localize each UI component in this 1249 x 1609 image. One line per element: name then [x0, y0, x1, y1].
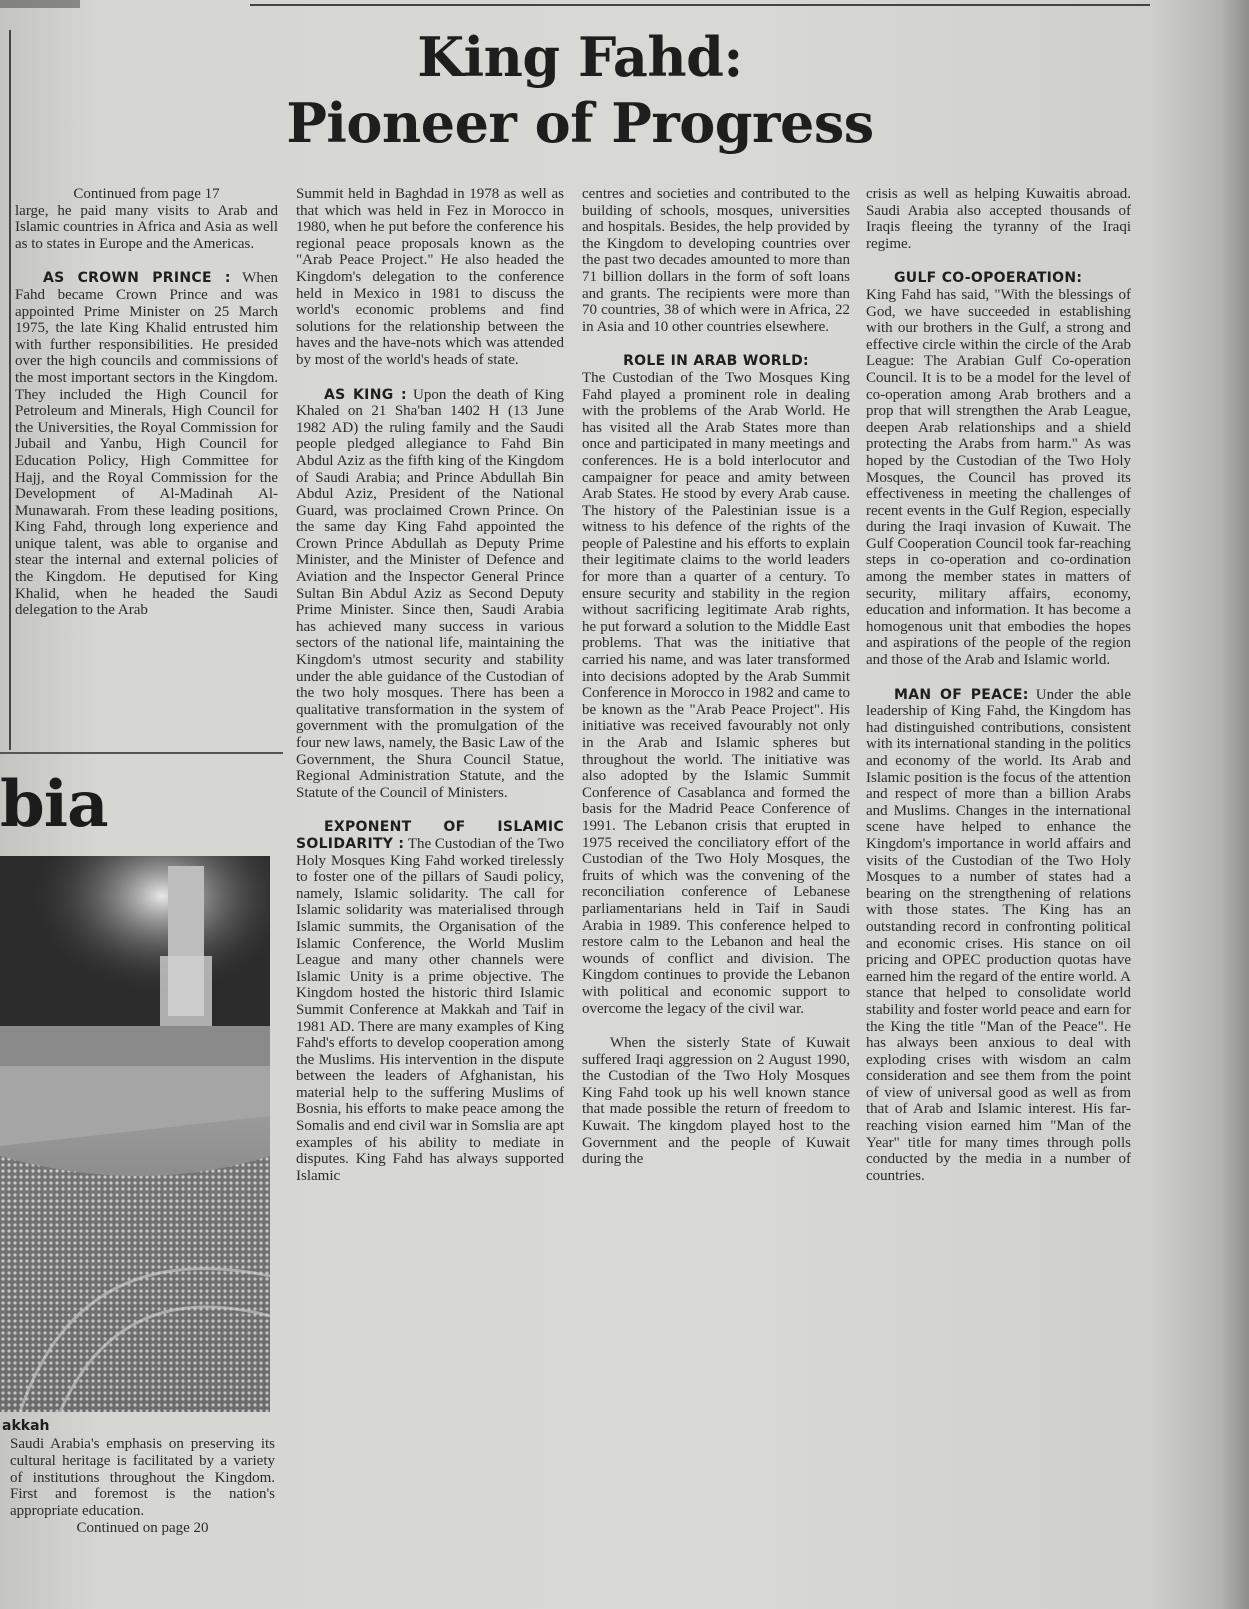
paragraph-crown-prince	[15, 270, 278, 618]
masthead-fragment	[0, 0, 80, 8]
continued-from-note: Continued from page 17	[73, 186, 220, 202]
paragraph-body: When Fahd became Crown Prince and was appointed Prime Minister on 25 March 1975, the late King Khalid entrusted him with further responsibilities. He presided over the high councils and commissions of the most important sectors in the Kingdom. They included the High Council for Petroleum and Minerals, High Council for the Universities, the Royal Commission for Jubail and Yanbu, High Council for Education Policy, High Committee for Hajj, and the Royal Commission for the Development of Al-Madinah Al-Munawarah. From these leading positions, King Fahd, through long experience and unique talent, was able to organise and stear the internal and external policies of the Kingdom. He deputised for King Khalid, when he headed the Saudi delegation to the Arab	[15, 270, 278, 619]
caption-text: Saudi Arabia's emphasis on preserving its cultural heritage is facilitated by a variety of institutions throughout the Kingdom. First and foremost is the nation's appropriate education.	[10, 1436, 275, 1520]
paragraph-gulf-cooperation: King Fahd has said, "With the blessings of God, we have succeeded in establishing with our brothers in the Gulf, a strong and effective circle within the circle of the Arab League: The Arabian Gulf Co-operation Council. It is to be a model for the level of co-operation among Arab brothers and a prop that will strengthen the Arab League, deepen Arab relationships and a shield protecting the Arabs from harm." As was hoped by the Custodian of the Two Holy Mosques, the Council has proved its effectiveness in meeting the challenges of recent events in the Gulf Region, especially during the Iraqi invasion of Kuwait. The Gulf Cooperation Council took far-reaching steps in co-operation and co-ordination among the member states in matters of security, military affairs, economy, education and information. It has become a homogenous unit that embodies the hopes and aspirations of the people of the region and those of the Arab and Islamic world.	[866, 286, 1131, 669]
column-rule-left	[9, 30, 11, 750]
article-column-4	[866, 186, 1131, 1184]
subhead-islamic-solidarity: EXPONENT OF ISLAMIC SOLIDARITY :	[296, 819, 564, 852]
paragraph-islamic-solidarity	[296, 819, 564, 1184]
subhead-crown-prince: AS CROWN PRINCE :	[43, 270, 231, 287]
article-headline	[280, 24, 880, 156]
subhead-man-of-peace: MAN OF PEACE:	[894, 686, 1029, 703]
paragraph-as-king	[296, 387, 564, 802]
section-divider	[0, 752, 283, 754]
paragraph-role-arab-world: The Custodian of the Two Mosques King Fahd played a prominent role in dealing with the problems of the Arab World. He has visited all the Arab States more than once and participated in many meetings and conferences. He is a bold interlocutor and campaigner for peace and amity between Arab States. He stood by every Arab cause. The history of the Palestinian issue is a witness to his defence of the rights of the people of Palestine and his efforts to explain their legitimate claims to the world leaders for more than a quarter of a century. To ensure security and stability in the region without sacrificing legitimate Arab rights, he put forward a solution to the Middle East problems. That was the initiative that carried his name, and was later transformed into decisions adopted by the Arab Summit Conference in Morocco in 1982 and came to be known as the "Arab Peace Project". His initiative was received favourably not only in the Arab and Islamic spheres but throughout the world. The initiative was also adopted by the Islamic Summit Conference of Casablanca and formed the basis for the Madrid Peace Conference of 1991. The Lebanon crisis that erupted in 1975 received the conciliatory effort of the Custodian of the Two Holy Mosques, the fruits of which was the convening of the reconciliation conference of Lebanese parliamentarians held in Taif in Saudi Arabia in 1989. This conference helped to restore calm to the Lebanon and heal the wounds of conflict and division. The Kingdom continues to provide the Lebanon with political and economic support to overcome the legacy of the civil war.	[582, 369, 850, 1017]
photo-caption-body	[10, 1436, 275, 1537]
paragraph-body: Under the able leadership of King Fahd, the Kingdom has had distinguished contributions, consistent with its international standing in the politics and economy of the world. Its Arab and Islamic position is the focus of the attention and respect of more than a billion Arabs and Muslims. Changes in the international scene have helped to enhance the Kingdom's importance in world affairs and visits of the Custodian of the Two Holy Mosques to a number of states had a bearing on the strengthening of relations with those states. The King has an outstanding record in confronting political and economic crises. His stance on oil pricing and OPEC production quotas have earned him the regard of the entire world. A stance that helped to consolidate world stability and foster world peace and earn for the King the title "Man of the Peace". He has always been anxious to deal with exploding crises with wisdom an calm consideration and see them from the point of view of universal good as well as from that of Arab and Islamic interest. His far-reaching vision earned him "Man of the Year" title for many times through polls conducted by the media in a number of countries.	[866, 686, 1131, 1184]
paragraph: crisis as well as helping Kuwaitis abroad. Saudi Arabia also accepted thousands of Iraqis fleeing the tyranny of the Iraqi regime.	[866, 186, 1131, 252]
paragraph-body: The Custodian of the Two Holy Mosques King Fahd worked tirelessly to foster one of the pillars of Saudi policy, namely, Islamic solidarity. The call for Islamic solidarity was materialised through Islamic summits, the Organisation of the Islamic Conference, the World Muslim League and many other channels were Islamic Unity is a prime objective. The Kingdom hosted the historic third Islamic Summit Conference at Makkah and Taif in 1981 AD. There are many examples of King Fahd's efforts to develop cooperation among the Muslims. His intervention in the dispute between the leaders of Afghanistan, his material help to the suffering Muslims of Bosnia, his efforts to make peace among the Somalis and end civil war in Somslia are apt examples of his ability to mediate in disputes. King Fahd has always supported Islamic	[296, 835, 564, 1184]
adjacent-article-title-fragment: bia	[0, 767, 108, 842]
article-column-2	[296, 186, 564, 1184]
makkah-mosque-photo	[0, 856, 270, 1412]
paragraph-body: Upon the death of King Khaled on 21 Sha'ban 1402 H (13 June 1982 AD) the ruling family and the Saudi people pledged allegiance to Fahd Bin Abdul Aziz as the fifth king of the Kingdom of Saudi Arabia; and Prince Abdullah Bin Abdul Aziz, President of the National Guard, was proclaimed Crown Prince. On the same day King Fahd appointed the Crown Prince Abdullah as Deputy Prime Minister, and the Minister of Defence and Aviation and the Inspector General Prince Sultan Bin Abdul Aziz as Second Deputy Prime Minister. Since then, Saudi Arabia has achieved many success in various sectors of the national life, maintaining the Kingdom's utmost security and stability under the able guidance of the Custodian of the two holy mosques. There has been a qualitative transformation in the system of government with the promulgation of the four new laws, namely, the Basic Law of the Government, the Shura Council Statue, Regional Administration Statute, and the Statute of the Council of Ministers.	[296, 386, 565, 801]
subhead-gulf-cooperation	[866, 270, 1131, 287]
paragraph: Summit held in Baghdad in 1978 as well as that which was held in Fez in Morocco in 1980, when he put before the conference his regional peace proposals known as the "Arab Peace Project." He also headed the Kingdom's delegation to the conference held in Mexico in 1981 to discuss the world's economic problems and find solutions for the relationship between the haves and the have-nots which was attended by most of the world's heads of state.	[296, 186, 564, 368]
subhead-as-king: AS KING :	[324, 386, 407, 403]
subhead-text: GULF CO-OPOERATION:	[894, 270, 1083, 287]
paragraph: centres and societies and contributed to the building of schools, mosques, universities and hospitals. Besides, the help provided by the Kingdom to developing countries over the past two decades amounted to more than 71 billion dollars in the form of soft loans and grants. The recipients were more than 70 countries, 38 of which were in Africa, 22 in Asia and 10 other countries elsewhere.	[582, 186, 850, 335]
photo-graphic	[0, 856, 270, 1412]
subhead-role-arab-world	[582, 353, 850, 370]
photo-caption-title: akkah	[2, 1418, 50, 1434]
headline-line-1: King Fahd:	[417, 25, 743, 89]
paragraph-kuwait: When the sisterly State of Kuwait suffered Iraqi aggression on 2 August 1990, the Custodian of the Two Holy Mosques King Fahd took up his well known stance that made possible the return of freedom to Kuwait. The kingdom played host to the Government and the people of Kuwait during the	[582, 1035, 850, 1168]
subhead-text: ROLE IN ARAB WORLD:	[623, 353, 809, 370]
page-spine-shadow	[1219, 0, 1249, 1609]
paragraph-man-of-peace	[866, 687, 1131, 1185]
paragraph: large, he paid many visits to Arab and Islamic countries in Africa and Asia as well as to states in Europe and the Americas.	[15, 202, 278, 252]
headline-line-2: Pioneer of Progress	[286, 91, 874, 155]
article-column-1	[15, 186, 278, 619]
continued-on-note: Continued on page 20	[76, 1519, 209, 1536]
top-rule	[250, 0, 1150, 6]
article-column-3	[582, 186, 850, 1168]
